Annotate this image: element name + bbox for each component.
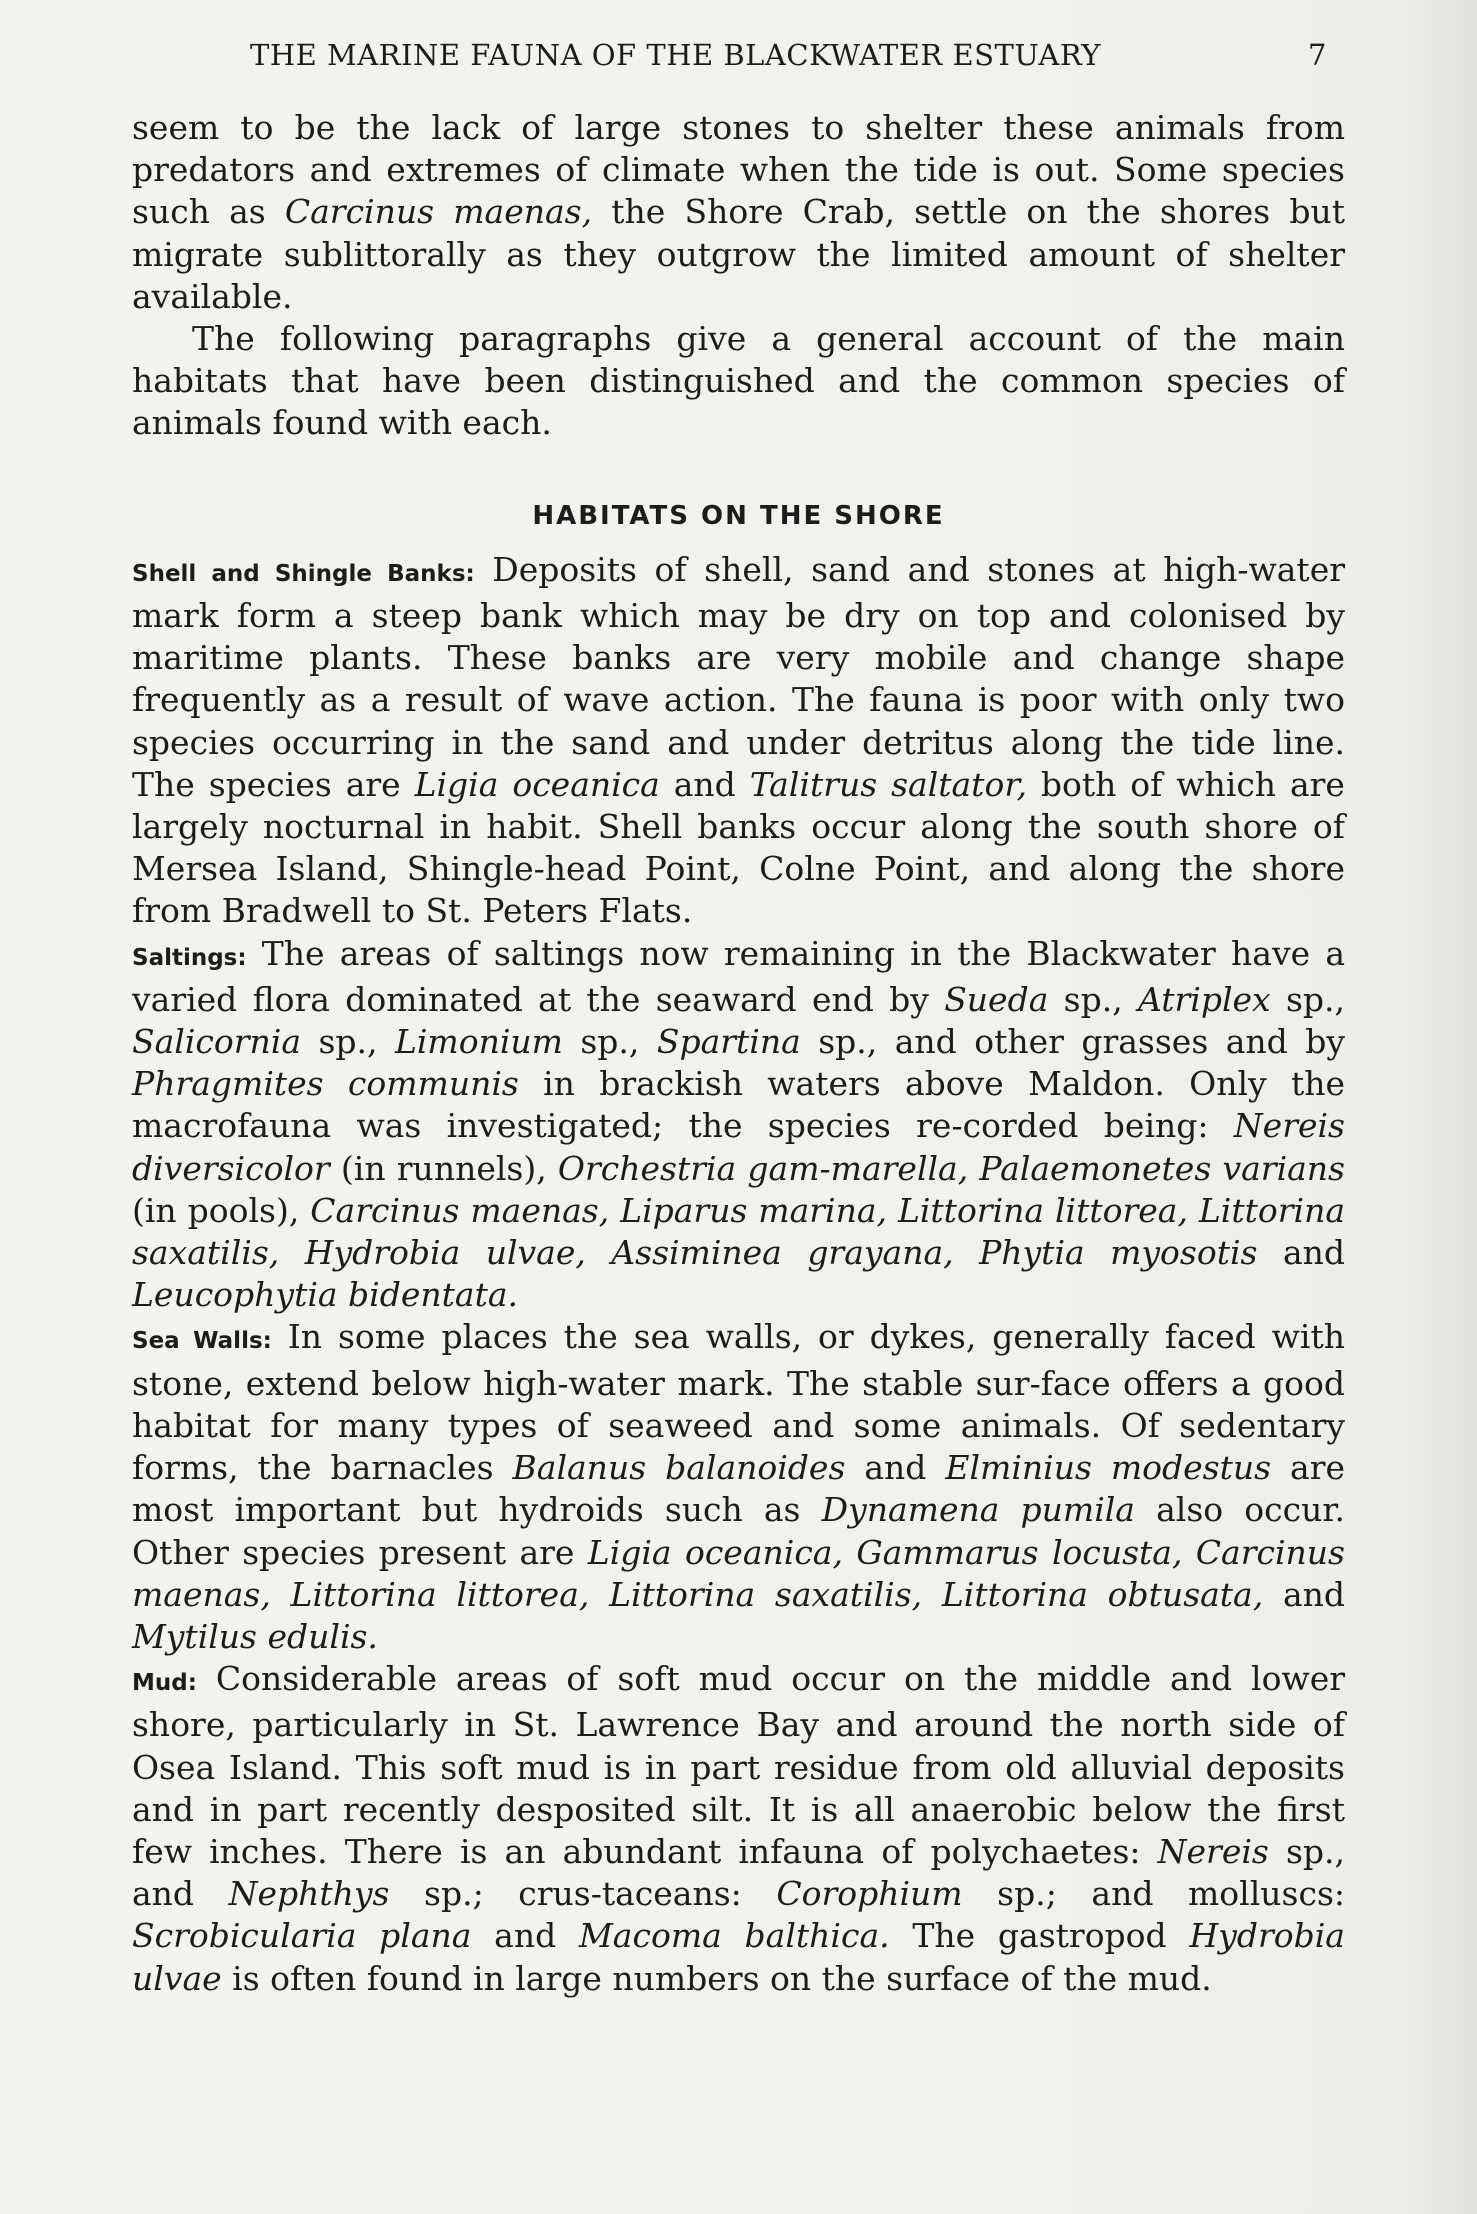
shell-paragraph: [132, 549, 1345, 933]
species-name: Hydrobia ulvae: [132, 1916, 1345, 1998]
text-run: are most important but hydroids such as: [132, 1448, 1345, 1530]
species-name: Corophium: [776, 1874, 963, 1914]
page-number: 7: [1308, 38, 1327, 72]
text-run: and: [1257, 1233, 1345, 1273]
text-run: and: [659, 764, 750, 804]
text-run: sp., and other grasses and by: [800, 1022, 1345, 1062]
species-name: Phragmites communis: [132, 1064, 519, 1104]
section-heading: HABITATS ON THE SHORE: [532, 500, 945, 531]
species-name: Nephthys: [228, 1874, 390, 1914]
intro-paragraph-2: The following paragraphs give a general account of the main habitats that have been distinguished and the common species of animals found with each.: [132, 319, 1345, 443]
text-run: sp.; crus-taceans:: [389, 1874, 777, 1914]
text-run: and: [471, 1916, 579, 1956]
species-name: Salicornia: [132, 1022, 301, 1062]
species-name: Nereis diversicolor: [132, 1106, 1345, 1188]
species-name: Atriplex: [1138, 979, 1271, 1019]
species-name: Carcinus maenas, Liparus marina, Littorina littorea, Littorina saxatilis, Hydrobia ulvae, Assiminea grayana, Phytia myosotis: [132, 1190, 1346, 1273]
text-run: is often found in large numbers on the surface of the mud.: [221, 1958, 1212, 1998]
text-run: the Shore Crab, settle on the shores but migrate sublittorally as they outgrow the limited amount of shelter available.: [132, 192, 1345, 316]
text-run: sp.,: [1048, 979, 1138, 1019]
species-name: Mytilus edulis.: [132, 1616, 378, 1656]
text-run: sp.; and molluscs:: [962, 1874, 1345, 1914]
species-name: Balanus balanoides: [512, 1448, 846, 1488]
running-title: THE MARINE FAUNA OF THE BLACKWATER ESTUARY: [250, 38, 1101, 72]
subheading-shell: Shell and Shingle Banks:: [132, 560, 475, 587]
subheading-seawalls: Sea Walls:: [132, 1328, 272, 1355]
text-run: both of which are largely nocturnal in habit. Shell banks occur along the south shore of Mersea Island, Shingle-head Point, Colne Point, and along the shore from Bradwell to St. Peters Flats.: [132, 764, 1345, 931]
subheading-mud: Mud:: [132, 1670, 197, 1697]
species-name: Leucophytia bidentata.: [132, 1275, 518, 1315]
text-run: sp., and: [132, 1831, 1346, 1914]
species-name: Limonium: [394, 1022, 563, 1062]
species-name: Spartina: [656, 1022, 801, 1062]
species-name: Talitrus saltator,: [749, 764, 1027, 804]
text-run: also occur. Other species present are: [132, 1490, 1345, 1572]
species-name: Ligia oceanica: [414, 764, 660, 804]
text-run: Deposits of shell, sand and stones at high-water mark form a steep bank which may be dry on top and colonised by maritime plants. These banks are very mobile and change shape frequently as a result of wave action. The fauna is poor with only two species occurring in the sand and under detritus along the tide line. The species are: [132, 549, 1345, 804]
text-run: The areas of saltings now remaining in the Blackwater have a varied flora dominated at the seaward end by: [132, 933, 1345, 1019]
species-name: Carcinus maenas,: [284, 192, 593, 232]
saltings-paragraph: [132, 933, 1345, 1317]
text-run: sp.,: [301, 1022, 395, 1062]
species-name: Orchestria gam-marella, Palaemonetes varians: [557, 1148, 1345, 1188]
seawalls-paragraph: [132, 1316, 1345, 1658]
body-text: [132, 107, 1345, 2000]
species-name: Scrobicularia plana: [132, 1916, 472, 1956]
text-run: (in pools),: [132, 1190, 311, 1230]
text-run: seem to be the lack of large stones to shelter these animals from predators and extremes of climate when the tide is out. Some species such as: [132, 108, 1345, 232]
intro-paragraph-1: [132, 107, 1345, 318]
text-run: In some places the sea walls, or dykes, generally faced with stone, extend below high-water mark. The stable sur-face offers a good habitat for many types of seaweed and some animals. Of sedentary forms, the barnacles: [132, 1317, 1346, 1488]
species-name: Dynamena pumila: [821, 1490, 1135, 1530]
text-run: The gastropod: [889, 1916, 1190, 1956]
species-name: Ligia oceanica, Gammarus locusta, Carcinus maenas, Littorina littorea, Littorina saxatilis, Littorina obtusata,: [132, 1532, 1345, 1614]
text-run: and: [845, 1448, 946, 1488]
mud-paragraph: [132, 1658, 1345, 2000]
text-run: in brackish waters above Maldon. Only the macrofauna was investigated; the species re-corded being:: [132, 1064, 1345, 1146]
species-name: Macoma balthica.: [579, 1916, 890, 1956]
text-run: Considerable areas of soft mud occur on the middle and lower shore, particularly in St. Lawrence Bay and around the north side of Osea Island. This soft mud is in part residue from old alluvial deposits and in part recently desposited silt. It is all anaerobic below the first few inches. There is an abundant infauna of polychaetes:: [132, 1659, 1345, 1871]
text-run: (in runnels),: [329, 1148, 558, 1188]
species-name: Nereis: [1157, 1831, 1269, 1871]
species-name: Sueda: [944, 979, 1049, 1019]
species-name: Elminius modestus: [945, 1448, 1272, 1488]
text-run: sp.,: [562, 1022, 657, 1062]
text-run: and: [1263, 1574, 1345, 1614]
subheading-saltings: Saltings:: [132, 944, 247, 971]
text-run: sp.,: [1270, 979, 1345, 1019]
page-edge-shadow: [1407, 0, 1477, 2214]
